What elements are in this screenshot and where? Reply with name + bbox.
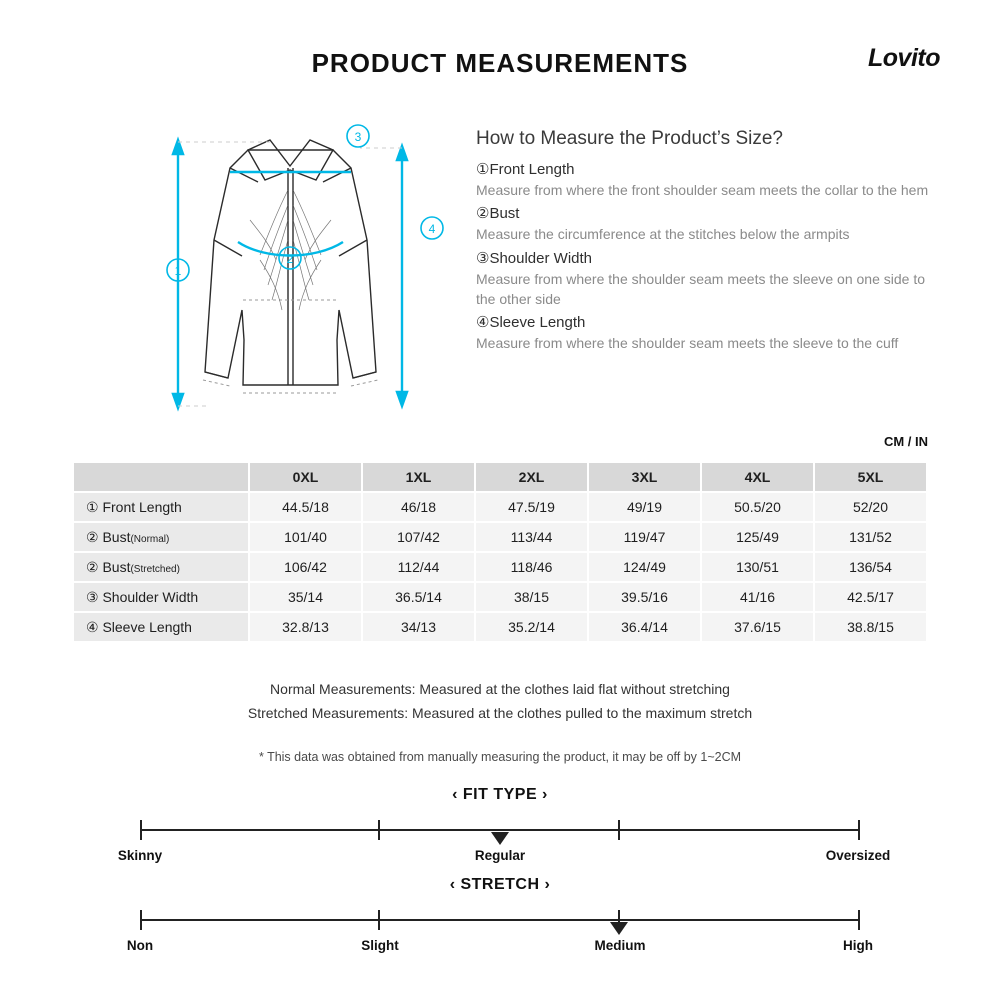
- fit-type-tick-3: [858, 820, 860, 840]
- row-label-bust-normal: [73, 522, 249, 552]
- table-col-5xl: 5XL: [814, 462, 927, 492]
- fit-type-label-oversized: Oversized: [825, 848, 891, 863]
- svg-text:1: 1: [174, 264, 182, 278]
- measure-item-desc-sleeve-length: Measure from where the shoulder seam meets the sleeve to the cuff: [476, 335, 899, 352]
- cell-shoulder-width-3xl: 39.5/16: [588, 582, 701, 612]
- stretch-label-medium: Medium: [594, 938, 646, 953]
- note-stretched-measurements: Stretched Measurements: Measured at the clothes pulled to the maximum stretch: [247, 704, 753, 721]
- fit-type-label-skinny: Skinny: [117, 848, 163, 863]
- stretch-axis: [140, 908, 860, 930]
- cell-bust-stretched-0xl: 106/42: [249, 552, 362, 582]
- how-to-measure-heading: How to Measure the Product’s Size?: [476, 128, 783, 149]
- cell-bust-normal-5xl: 131/52: [814, 522, 927, 552]
- fit-type-label-regular: Regular: [474, 848, 526, 863]
- cell-bust-stretched-1xl: 112/44: [362, 552, 475, 582]
- notes-block: [0, 678, 1000, 764]
- stretch-tick-1: [378, 910, 380, 930]
- fit-type-scale: [0, 786, 1000, 868]
- table-row: [73, 582, 927, 612]
- fit-type-tick-0: [140, 820, 142, 840]
- measure-item-desc-bust: Measure the circumference at the stitches below the armpits: [476, 226, 850, 243]
- cell-bust-stretched-2xl: 118/46: [475, 552, 588, 582]
- cell-sleeve-length-1xl: 34/13: [362, 612, 475, 642]
- cell-shoulder-width-2xl: 38/15: [475, 582, 588, 612]
- row-label-text: ④ Sleeve Length: [86, 618, 192, 635]
- cell-shoulder-width-1xl: 36.5/14: [362, 582, 475, 612]
- cell-sleeve-length-4xl: 37.6/15: [701, 612, 814, 642]
- stretch-label-slight: Slight: [361, 938, 399, 953]
- measure-item-desc-shoulder-width: Measure from where the shoulder seam meets the sleeve on one side to the other side: [476, 270, 926, 307]
- row-label-sleeve-length: [73, 612, 249, 642]
- fit-type-marker: [491, 832, 509, 845]
- table-row: [73, 522, 927, 552]
- svg-text:3: 3: [354, 130, 362, 144]
- table-col-2xl: 2XL: [475, 462, 588, 492]
- cell-front-length-5xl: 52/20: [814, 492, 927, 522]
- cell-front-length-2xl: 47.5/19: [475, 492, 588, 522]
- table-col-1xl: 1XL: [362, 462, 475, 492]
- row-label-text: ③ Shoulder Width: [86, 588, 199, 605]
- cell-bust-normal-4xl: 125/49: [701, 522, 814, 552]
- fit-type-axis: [140, 818, 860, 840]
- size-table-wrapper: [72, 461, 928, 643]
- cell-sleeve-length-5xl: 38.8/15: [814, 612, 927, 642]
- brand-logo: Lovito: [868, 44, 940, 72]
- cell-sleeve-length-3xl: 36.4/14: [588, 612, 701, 642]
- row-label-text: ② Bust: [86, 558, 131, 575]
- note-disclaimer: * This data was obtained from manually measuring the product, it may be off by 1~2CM: [258, 749, 742, 764]
- cell-shoulder-width-0xl: 35/14: [249, 582, 362, 612]
- units-label: CM / IN: [883, 434, 928, 449]
- cell-front-length-0xl: 44.5/18: [249, 492, 362, 522]
- cell-sleeve-length-2xl: 35.2/14: [475, 612, 588, 642]
- stretch-label-high: High: [843, 938, 873, 953]
- stretch-marker: [610, 922, 628, 935]
- stretch-label-non: Non: [126, 938, 154, 953]
- stretch-labels: [120, 938, 880, 958]
- table-row: [73, 552, 927, 582]
- cell-bust-stretched-4xl: 130/51: [701, 552, 814, 582]
- cell-bust-normal-2xl: 113/44: [475, 522, 588, 552]
- row-label-bust-stretched: [73, 552, 249, 582]
- table-col-4xl: 4XL: [701, 462, 814, 492]
- note-normal-measurements: Normal Measurements: Measured at the clothes laid flat without stretching: [270, 681, 730, 697]
- stretch-axis-bar: [140, 919, 860, 921]
- table-col-0xl: 0XL: [249, 462, 362, 492]
- cell-sleeve-length-0xl: 32.8/13: [249, 612, 362, 642]
- table-col-3xl: 3XL: [588, 462, 701, 492]
- garment-illustration: [110, 110, 470, 440]
- row-label-front-length: [73, 492, 249, 522]
- measure-item-title-sleeve-length: ④Sleeve Length: [476, 314, 586, 332]
- cell-bust-normal-3xl: 119/47: [588, 522, 701, 552]
- cell-front-length-1xl: 46/18: [362, 492, 475, 522]
- cell-shoulder-width-5xl: 42.5/17: [814, 582, 927, 612]
- table-row: [73, 492, 927, 522]
- row-label-shoulder-width: [73, 582, 249, 612]
- cell-bust-normal-1xl: 107/42: [362, 522, 475, 552]
- fit-type-title: ‹ FIT TYPE ›: [452, 786, 548, 803]
- table-header-row: [73, 462, 927, 492]
- stretch-tick-0: [140, 910, 142, 930]
- page-title: PRODUCT MEASUREMENTS: [311, 48, 689, 78]
- measure-item-desc-front-length: Measure from where the front shoulder seam meets the collar to the hem: [476, 182, 929, 198]
- measure-item-title-front-length: ①Front Length: [476, 161, 575, 178]
- cell-front-length-4xl: 50.5/20: [701, 492, 814, 522]
- table-row: [73, 612, 927, 642]
- svg-text:2: 2: [286, 252, 294, 266]
- fit-type-tick-2: [618, 820, 620, 840]
- row-label-sub: (Normal): [130, 533, 170, 545]
- size-table: [72, 461, 928, 643]
- row-label-sub: (Stretched): [130, 563, 180, 575]
- stretch-title: ‹ STRETCH ›: [449, 876, 551, 893]
- svg-text:4: 4: [428, 222, 436, 236]
- cell-front-length-3xl: 49/19: [588, 492, 701, 522]
- fit-type-labels: [117, 848, 891, 868]
- row-label-text: ① Front Length: [86, 498, 182, 515]
- table-corner-cell: [73, 462, 249, 492]
- stretch-tick-3: [858, 910, 860, 930]
- how-to-measure-block: [476, 128, 936, 357]
- cell-bust-normal-0xl: 101/40: [249, 522, 362, 552]
- cell-bust-stretched-3xl: 124/49: [588, 552, 701, 582]
- cell-shoulder-width-4xl: 41/16: [701, 582, 814, 612]
- cell-bust-stretched-5xl: 136/54: [814, 552, 927, 582]
- measure-item-title-bust: ②Bust: [476, 205, 520, 223]
- fit-type-axis-bar: [140, 829, 860, 831]
- measure-item-title-shoulder-width: ③Shoulder Width: [476, 249, 593, 267]
- stretch-scale: [0, 876, 1000, 958]
- fit-type-tick-1: [378, 820, 380, 840]
- row-label-text: ② Bust: [86, 528, 131, 545]
